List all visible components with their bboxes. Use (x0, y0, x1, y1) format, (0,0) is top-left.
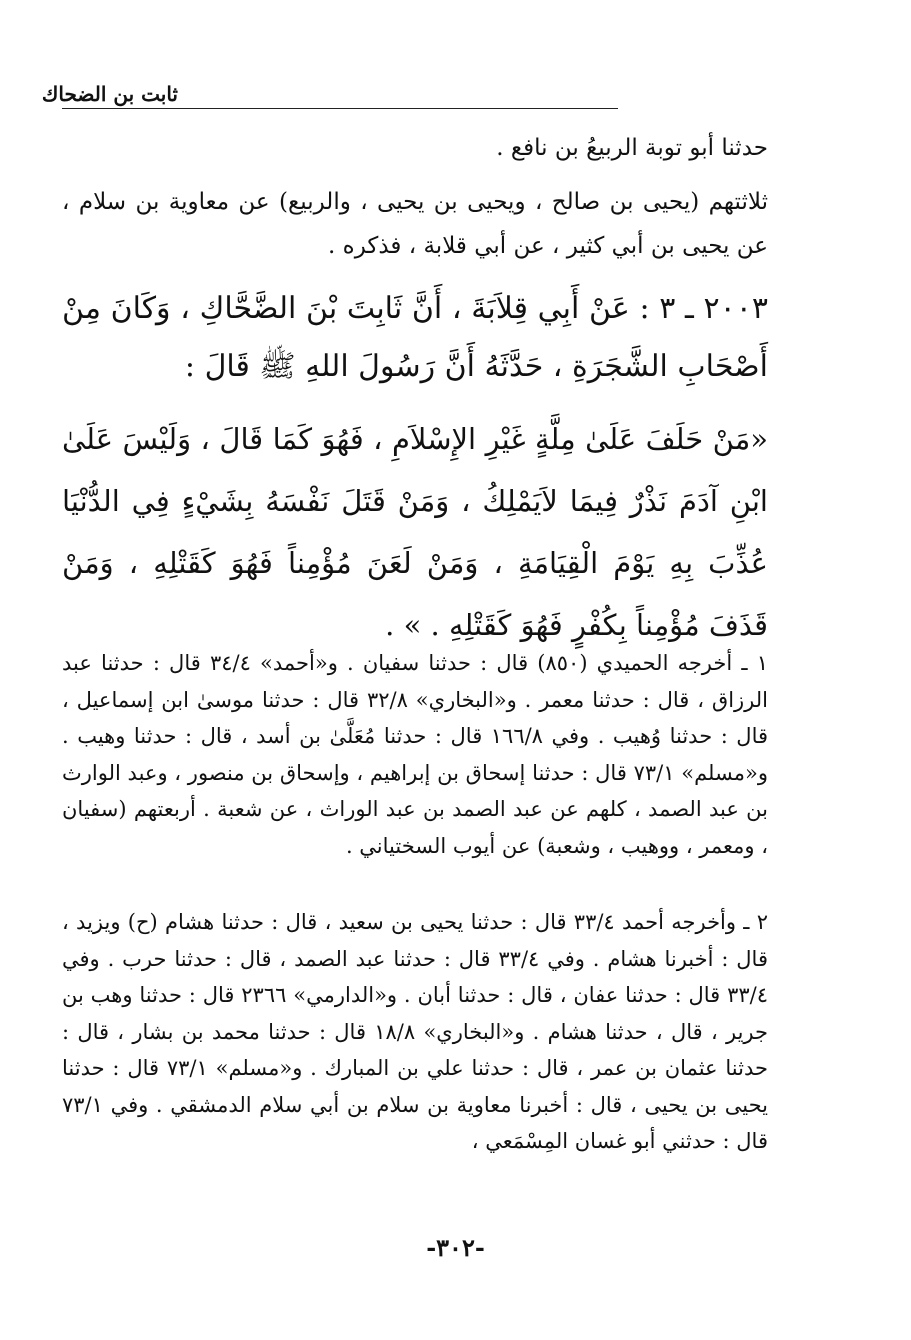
header-rule (62, 108, 618, 109)
intro-paragraph: ثلاثتهم (يحيى بن صالح ، ويحيى بن يحيى ، والربيع) عن معاوية بن سلام ، عن يحيى بن أبي كثير ، عن أبي قلابة ، فذكره . (62, 189, 768, 259)
footnote-2: ٢ ـ وأخرجه أحمد ٣٣/٤ قال : حدثنا يحيى بن سعيد ، قال : حدثنا هشام (ح) ويزيد ، قال : أخبرنا هشام . وفي ٣٣/٤ قال : حدثنا عبد الصمد ، قال : حدثنا حرب . وفي ٣٣/٤ قال : حدثنا عفان ، قال : حدثنا أبان . و«الدارمي» ٢٣٦٦ قال : حدثنا وهب بن جرير ، قال ، حدثنا هشام . و«البخاري» ١٨/٨ قال : حدثنا محمد بن بشار ، قال : حدثنا عثمان بن عمر ، قال : حدثنا علي بن المبارك . و«مسلم» ٧٣/١ قال : حدثنا يحيى بن يحيى ، قال : أخبرنا معاوية بن سلام بن أبي سلام الدمشقي . وفي ٧٣/١ قال : حدثني أبو غسان المِسْمَعي ، (62, 910, 768, 1153)
hadith-text: «مَنْ حَلَفَ عَلَىٰ مِلَّةٍ غَيْرِ الإِسْلاَمِ ، فَهُوَ كَمَا قَالَ ، وَلَيْسَ عَلَىٰ ابْنِ آدَمَ نَذْرٌ فِيمَا لاَيَمْلِكُ ، وَمَنْ قَتَلَ نَفْسَهُ بِشَيْءٍ فِي الدُّنْيَا عُذِّبَ بِهِ يَوْمَ الْقِيَامَةِ ، وَمَنْ لَعَنَ مُؤْمِناً فَهُوَ كَقَتْلِهِ ، وَمَنْ قَذَفَ مُؤْمِناً بِكُفْرٍ فَهُوَ كَقَتْلِهِ . » . (62, 422, 768, 642)
footnote-1: ١ ـ أخرجه الحميدي (٨٥٠) قال : حدثنا سفيان . و«أحمد» ٣٤/٤ قال : حدثنا عبد الرزاق ، قال : حدثنا معمر . و«البخاري» ٣٢/٨ قال : حدثنا موسىٰ ابن إسماعيل ، قال : حدثنا وُهيب . وفي ١٦٦/٨ قال : حدثنا مُعَلَّىٰ بن أسد ، قال : حدثنا وهيب . و«مسلم» ٧٣/١ قال : حدثنا إسحاق بن إبراهيم ، وإسحاق بن منصور ، وعبد الوارث بن عبد الصمد ، كلهم عن عبد الصمد بن عبد الوراث ، عن شعبة . أربعتهم (سفيان ، ومعمر ، ووهيب ، وشعبة) عن أيوب السختياني . (62, 651, 769, 858)
running-header (41, 82, 768, 112)
header-title: ثابت بن الضحاك (41, 82, 178, 106)
page-number: -٣٠٢- (426, 1233, 485, 1262)
hadith-heading: ٢٠٠٣ ـ ٣ : عَنْ أَبِي قِلاَبَةَ ، أَنَّ ثَابِتَ بْنَ الضَّحَّاكِ ، وَكَانَ مِنْ أَصْحَابِ الشَّجَرَةِ ، حَدَّثَهُ أَنَّ رَسُولَ اللهِ ﷺ قَالَ : (62, 291, 768, 384)
intro-line: حدثنا أبو توبة الربيعُ بن نافع . (496, 135, 768, 161)
